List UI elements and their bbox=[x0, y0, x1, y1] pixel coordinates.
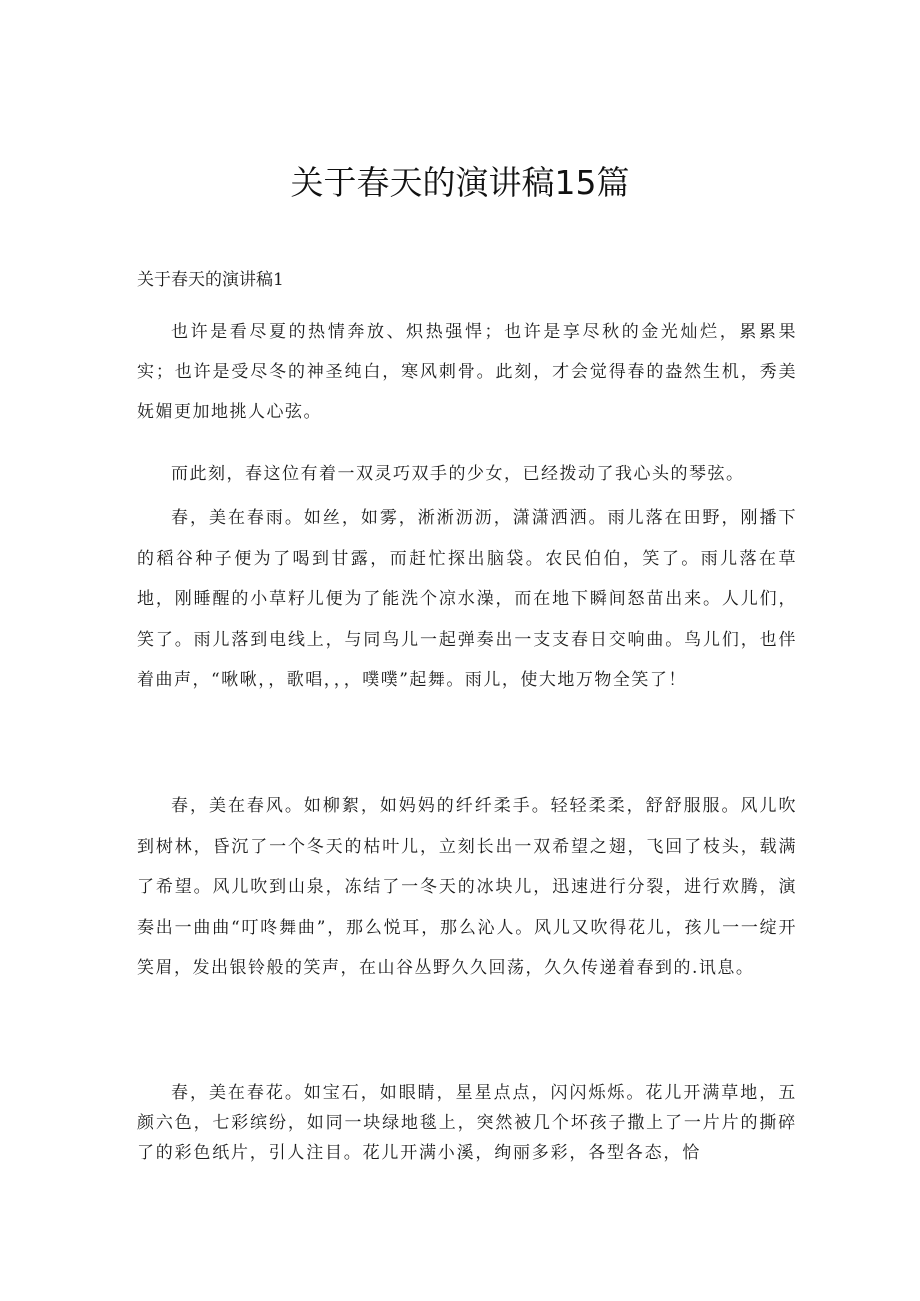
paragraph-block bbox=[137, 454, 797, 494]
paragraph-spring-flowers: 春，美在春花。如宝石，如眼睛，星星点点，闪闪烁烁。花儿开满草地，五颜六色，七彩缤纷，如同一块绿地毯上，突然被几个坏孩子撒上了一片片的撕碎了的彩色纸片，引人注目。花儿开满小溪，绚丽多彩，各型各态，恰 bbox=[137, 1083, 797, 1163]
paragraph-spring-rain: 春，美在春雨。如丝，如雾，淅淅沥沥，潇潇洒洒。雨儿落在田野，刚播下的稻谷种子便为了喝到甘露，而赶忙探出脑袋。农民伯伯，笑了。雨儿落在草地，刚睡醒的小草籽儿便为了能洗个凉水澡，而在地下瞬间怒苗出来。人儿们，笑了。雨儿落到电线上，与同鸟儿一起弹奏出一支支春日交响曲。鸟儿们，也伴着曲声，“啾啾，，歌唱，，，噗噗”起舞。雨儿，使大地万物全笑了！ bbox=[137, 508, 797, 690]
paragraph-block bbox=[137, 498, 797, 701]
section-heading: 关于春天的演讲稿1 bbox=[137, 270, 284, 290]
document-title: 关于春天的演讲稿15篇 bbox=[290, 163, 630, 202]
paragraph-block bbox=[137, 1078, 797, 1168]
paragraph-spring-wind: 春，美在春风。如柳絮，如妈妈的纤纤柔手。轻轻柔柔，舒舒服服。风儿吹到树林，昏沉了一个冬天的枯叶儿，立刻长出一双希望之翅，飞回了枝头，载满了希望。风儿吹到山泉，冻结了一冬天的冰块儿，迅速进行分裂，进行欢腾，演奏出一曲曲“叮咚舞曲”，那么悦耳，那么沁人。风儿又吹得花儿，孩儿一一绽开笑眉，发出银铃般的笑声，在山谷丛野久久回荡，久久传递着春到的.讯息。 bbox=[137, 796, 797, 978]
paragraph-intro: 也许是看尽夏的热情奔放、炽热强悍；也许是享尽秋的金光灿烂，累累果实；也许是受尽冬的神圣纯白，寒风刺骨。此刻，才会觉得春的盎然生机，秀美妩媚更加地挑人心弦。 bbox=[137, 322, 797, 422]
paragraph-block bbox=[137, 312, 797, 432]
paragraph-block bbox=[137, 786, 797, 989]
paragraph-spring-girl: 而此刻，春这位有着一双灵巧双手的少女，已经拨动了我心头的琴弦。 bbox=[171, 464, 745, 484]
